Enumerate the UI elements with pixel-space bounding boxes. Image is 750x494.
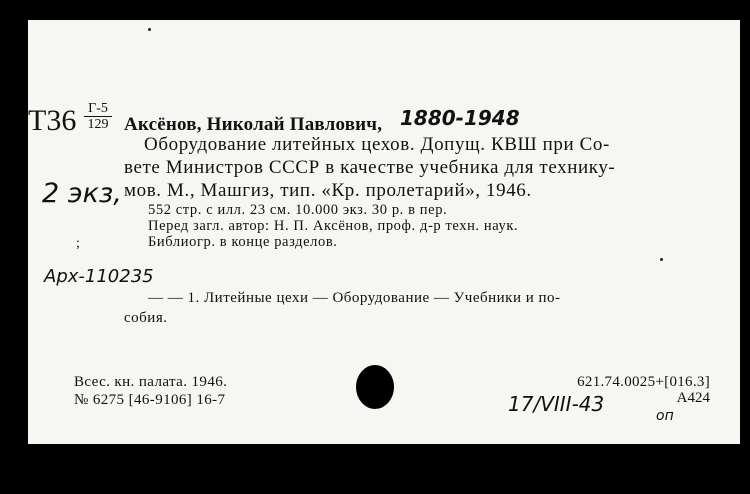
description-line: Перед загл. автор: Н. П. Аксёнов, проф. д-р техн. наук. (148, 218, 519, 234)
catalog-card (28, 20, 740, 444)
subject-line: собия. (124, 310, 168, 326)
shelfmark-fraction (84, 102, 112, 133)
side-mark: ; (76, 236, 80, 251)
book-chamber-line: Всес. кн. палата. 1946. (74, 374, 228, 390)
speck (148, 28, 151, 31)
mark-handwritten: оп (656, 408, 674, 424)
author-heading: Аксёнов, Николай Павлович, (124, 114, 383, 135)
title-line: Оборудование литейных цехов. Допущ. КВШ при Со- (144, 134, 610, 155)
shelfmark-main: Т36 (28, 104, 77, 137)
title-line: вете Министров СССР в качестве учебника для технику- (124, 157, 616, 178)
author-years-handwritten: 1880-1948 (400, 106, 520, 130)
shelfmark-denominator: 129 (87, 117, 109, 132)
subject-line: — — 1. Литейные цехи — Оборудование — Учебники и по- (148, 290, 561, 306)
archive-number-handwritten: Арх-110235 (44, 266, 154, 287)
udc-classification: 621.74.0025+[016.3] (577, 374, 710, 390)
shelfmark-numerator: Г-5 (84, 102, 112, 117)
book-chamber-number: № 6275 [46-9106] 16-7 (74, 392, 226, 408)
description-line: 552 стр. с илл. 23 см. 10.000 экз. 30 р. в пер. (148, 202, 448, 218)
author-mark: А424 (676, 390, 710, 406)
speck (660, 258, 663, 261)
title-line: мов. М., Машгиз, тип. «Кр. пролетарий», 1946. (124, 180, 532, 201)
copies-handwritten: 2 экз, (42, 178, 122, 209)
punch-hole (356, 365, 394, 409)
description-line: Библиогр. в конце разделов. (148, 234, 338, 250)
date-handwritten: 17/VIII-43 (508, 392, 605, 416)
